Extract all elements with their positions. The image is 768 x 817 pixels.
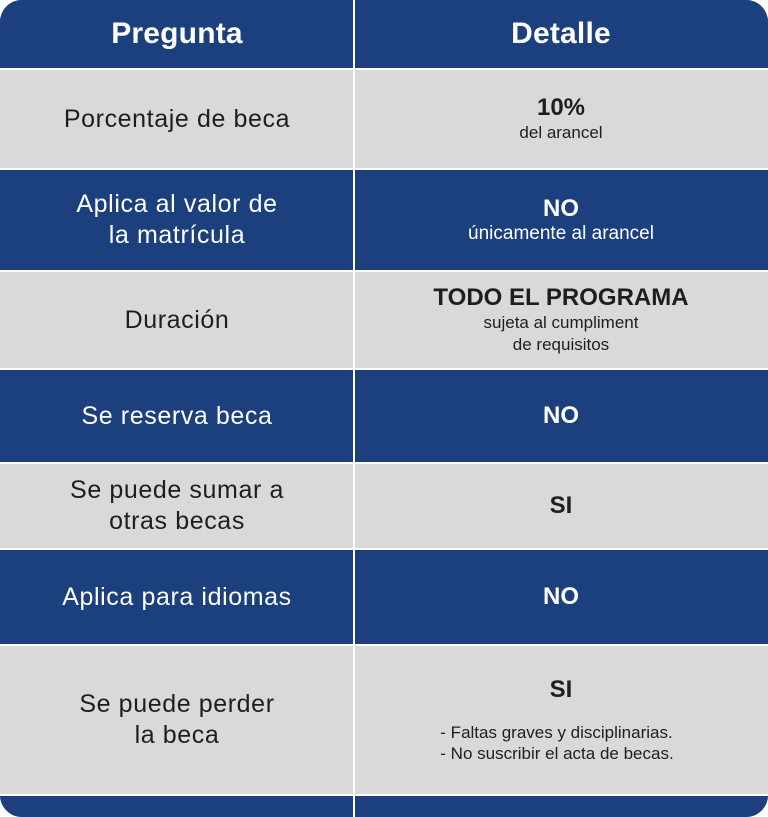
question-text-line1: Se puede sumar a (70, 476, 284, 504)
question-cell (0, 370, 354, 462)
condition-item: - Faltas graves y disciplinarias. (440, 723, 673, 742)
question-text-line2: la beca (134, 721, 220, 749)
question-cell (0, 170, 354, 270)
row-divider (0, 68, 768, 70)
table-footer-band (0, 796, 768, 817)
table-row (0, 550, 768, 644)
answer-cell (354, 170, 768, 270)
row-divider (0, 270, 768, 272)
condition-item: - No suscribir el acta de becas. (440, 744, 674, 763)
question-text-line2: la matrícula (108, 221, 246, 249)
question-text: Aplica para idiomas (62, 582, 292, 611)
answer-text: SI (549, 676, 573, 703)
answer-cell (354, 370, 768, 462)
header-col1-label: Pregunta (111, 17, 243, 50)
table-row (0, 464, 768, 548)
answer-cell (354, 550, 768, 644)
header-pregunta (0, 0, 354, 68)
row-divider (0, 644, 768, 646)
table-row (0, 272, 768, 368)
answer-note: del arancel (519, 123, 603, 142)
answer-note-line2: de requisitos (512, 335, 610, 354)
answer-text: NO (543, 583, 579, 610)
answer-text: NO (543, 195, 579, 222)
header-col2-label: Detalle (511, 17, 611, 50)
row-divider (0, 368, 768, 370)
answer-note: únicamente al arancel (468, 223, 654, 244)
row-divider (0, 462, 768, 464)
question-cell (0, 70, 354, 168)
answer-note-line1: sujeta al cumpliment (483, 313, 639, 332)
answer-cell (354, 646, 768, 794)
answer-text: NO (543, 402, 579, 429)
answer-text: SI (549, 492, 573, 519)
answer-text: 10% (536, 94, 586, 121)
row-divider (0, 548, 768, 550)
question-text: Duración (124, 305, 230, 334)
conditions-list (440, 722, 673, 764)
answer-cell (354, 464, 768, 548)
table-row (0, 646, 768, 794)
table-row (0, 170, 768, 270)
question-text: Se reserva beca (81, 401, 273, 430)
header-detalle (354, 0, 768, 68)
column-divider (353, 0, 355, 817)
table-row (0, 70, 768, 168)
table-header (0, 0, 768, 68)
question-cell (0, 272, 354, 368)
question-text-line2: otras becas (109, 507, 245, 535)
question-cell (0, 550, 354, 644)
question-cell (0, 646, 354, 794)
answer-cell (354, 70, 768, 168)
row-divider (0, 794, 768, 796)
row-divider (0, 168, 768, 170)
table-row (0, 370, 768, 462)
answer-cell (354, 272, 768, 368)
question-text: Porcentaje de beca (63, 104, 291, 133)
question-text-line1: Aplica al valor de (76, 190, 278, 218)
question-cell (0, 464, 354, 548)
answer-text: TODO EL PROGRAMA (433, 284, 689, 311)
question-text-line1: Se puede perder (79, 690, 275, 718)
